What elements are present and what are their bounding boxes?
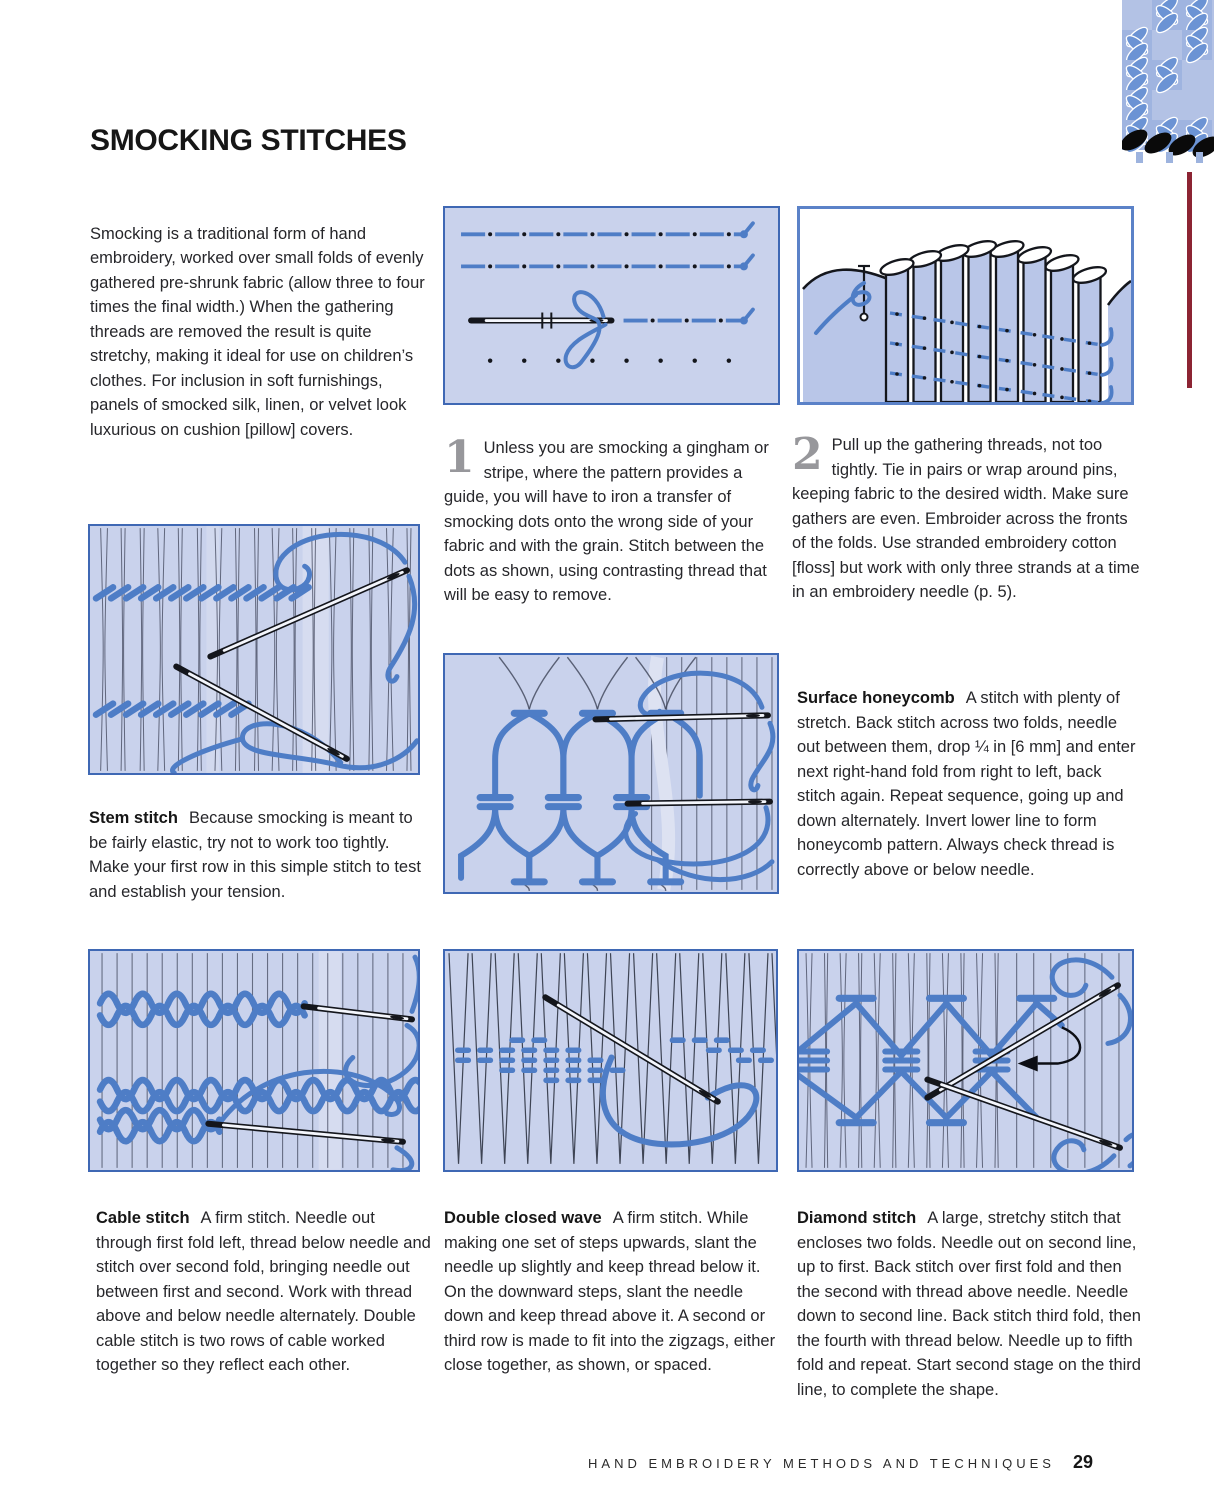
- figure-cable-stitch: [88, 949, 420, 1172]
- cable-stitch-illustration: [90, 951, 418, 1170]
- cable-stitch-text: A firm stitch. Needle out through first fold left, thread below needle and stitch over second fold, bringing needle out between first and second. Work with thread above and below needle alternately. Double cable stitch is two rows of cable worked together so they reflect each other.: [96, 1209, 431, 1374]
- figure-gathered-folds: [797, 206, 1134, 405]
- figure-diamond-stitch: [797, 949, 1134, 1172]
- surface-honeycomb-paragraph: [797, 686, 1141, 882]
- diamond-stitch-heading: Diamond stitch: [797, 1209, 917, 1227]
- figure-double-closed-wave: [443, 949, 778, 1172]
- stem-stitch-illustration: [90, 526, 418, 773]
- diamond-stitch-paragraph: [797, 1206, 1145, 1402]
- step-2-text: Pull up the gathering threads, not too tightly. Tie in pairs or wrap around pins, keeping fabric to the desired width. Make sure gathers are even. Embroider across the fronts of the folds. Use stranded embroidery cotton [floss] but work with only three strands at a time in an embroidery needle (p. 5).: [792, 436, 1140, 601]
- double-closed-wave-paragraph: [444, 1206, 786, 1378]
- page-title: SMOCKING STITCHES: [90, 124, 407, 157]
- surface-honeycomb-heading: Surface honeycomb: [797, 689, 955, 707]
- figure-surface-honeycomb: [443, 653, 779, 894]
- diamond-stitch-illustration: [799, 951, 1132, 1170]
- surface-honeycomb-text: A stitch with plenty of stretch. Back stitch across two folds, needle out between them, drop ¼ in [6 mm] and enter next right-hand fold from right to left, back stitch again. Repeat sequence, going up and down alternately. Invert lower line to form honeycomb pattern. Always check thread is correctly above or below needle.: [797, 689, 1136, 879]
- step-1-paragraph: [444, 432, 790, 608]
- step-2-number: 2: [792, 429, 823, 480]
- stem-stitch-paragraph: [89, 806, 431, 904]
- intro-paragraph: Smocking is a traditional form of hand embroidery, worked over small folds of evenly gathered pre-shrunk fabric (allow three to four times the final width.) When the gathering threads are removed the result is quite stretchy, making it ideal for use on children’s clothes. For inclusion in soft furnishings, panels of smocked silk, linen, or velvet look luxurious on cushion [pillow] covers.: [90, 224, 425, 439]
- step-1-text: Unless you are smocking a gingham or stripe, where the pattern provides a guide, you will have to iron a transfer of smocking dots onto the wrong side of your fabric and with the grain. Stitch between the dots as shown, using contrasting thread that will be easy to remove.: [444, 439, 769, 604]
- double-closed-wave-heading: Double closed wave: [444, 1209, 602, 1227]
- corner-decoration-pattern: [1122, 0, 1214, 172]
- figure-stem-stitch: [88, 524, 420, 775]
- step-2-paragraph: [792, 429, 1142, 605]
- stem-stitch-text: Because smocking is meant to be fairly elastic, try not to work too tightly. Make your first row in this simple stitch to test and establish your tension.: [89, 809, 421, 901]
- double-closed-wave-text: A firm stitch. While making one set of steps upwards, slant the needle up slightly and keep thread below it. On the downward steps, slant the needle down and keep thread above it. A second or third row is made to fit into the zigzags, either close together, as shown, or spaced.: [444, 1209, 776, 1374]
- quilt-pattern-icon: [1122, 0, 1214, 172]
- surface-honeycomb-illustration: [445, 655, 777, 892]
- figure-smocking-dots: [443, 206, 780, 405]
- cable-stitch-paragraph: [96, 1206, 434, 1378]
- stem-stitch-heading: Stem stitch: [89, 809, 178, 827]
- diamond-stitch-text: A large, stretchy stitch that encloses two folds. Needle out on second line, up to first. Back stitch over first fold and then the second with thread above needle. Needle down to second line. Back stitch third fold, then the fourth with thread below. Needle up to fifth fold and repeat. Start second stage on the third line, to complete the shape.: [797, 1209, 1141, 1399]
- running-footer: [588, 1452, 1093, 1473]
- smocking-dots-illustration: [445, 208, 778, 403]
- step-1-number: 1: [444, 432, 475, 483]
- page-number: 29: [1072, 1452, 1093, 1472]
- cable-stitch-heading: Cable stitch: [96, 1209, 190, 1227]
- gathered-folds-illustration: [800, 209, 1131, 402]
- double-closed-wave-illustration: [445, 951, 776, 1170]
- footer-title: HAND EMBROIDERY METHODS AND TECHNIQUES: [588, 1456, 1055, 1471]
